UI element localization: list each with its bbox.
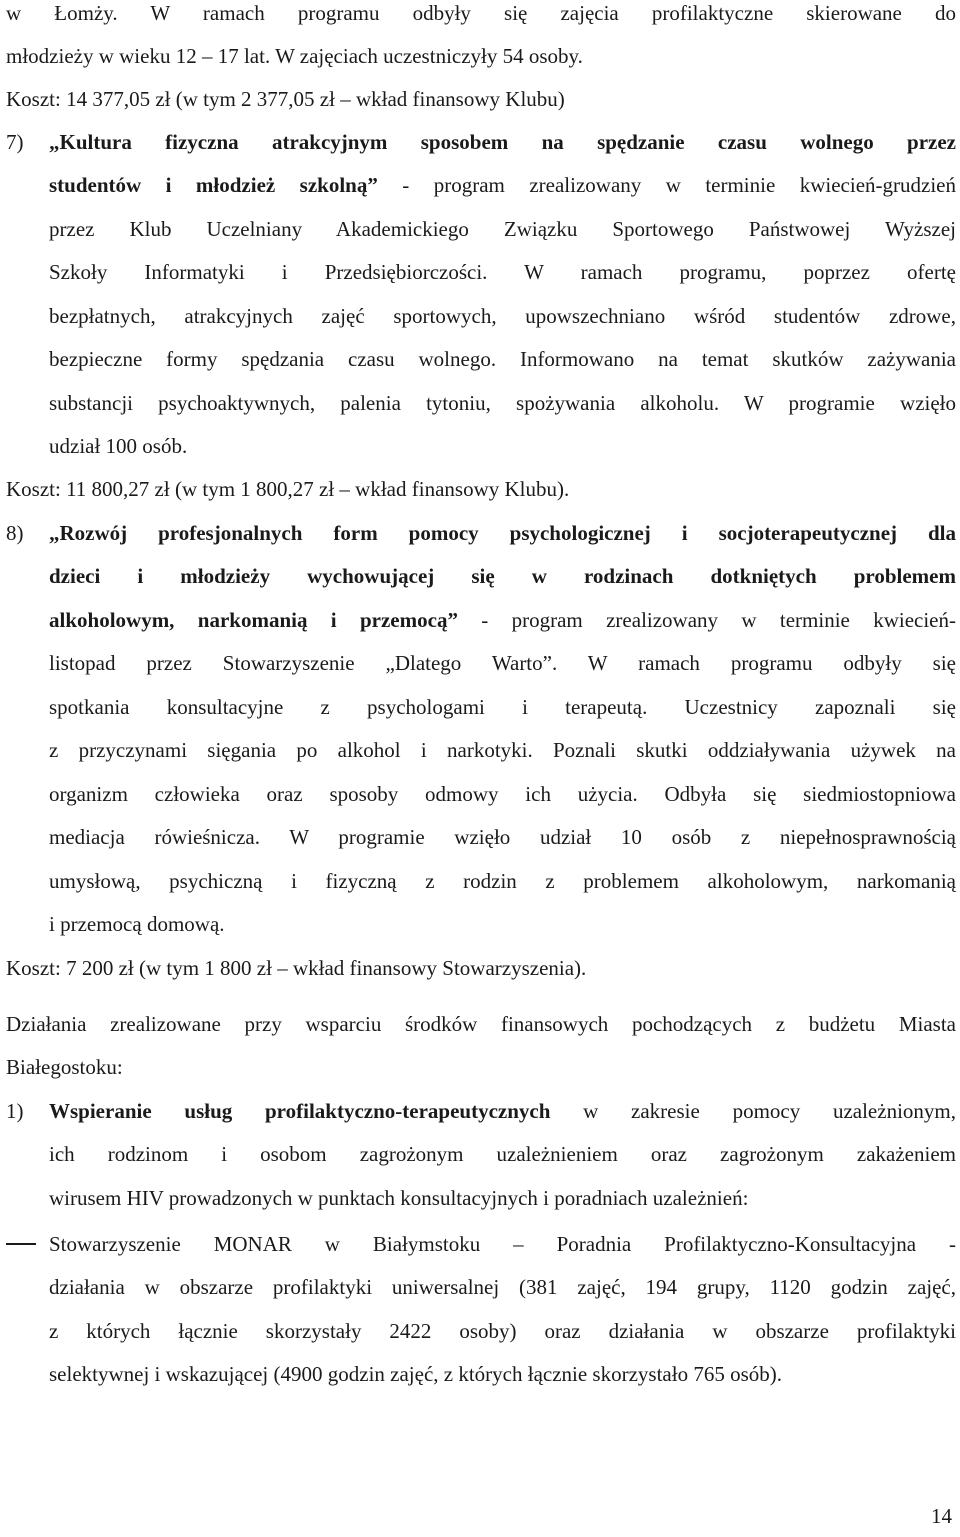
section-heading: Działania zrealizowane przy wsparciu środków finansowych pochodzących z budżetu Miasta [6, 1012, 956, 1036]
text-span: - program zrealizowany w terminie kwiecień-grudzień [377, 173, 957, 197]
cost-line: Koszt: 7 200 zł (w tym 1 800 zł – wkład finansowy Stowarzyszenia). [6, 956, 587, 980]
text-line [49, 1098, 956, 1124]
text-line: bezpłatnych, atrakcyjnych zajęć sportowych, upowszechniano wśród studentów zdrowe, [49, 304, 956, 328]
text-line: substancji psychoaktywnych, palenia tytoniu, spożywania alkoholu. W programie wzięło [49, 391, 956, 415]
text-line: młodzieży w wieku 12 – 17 lat. W zajęciach uczestniczyły 54 osoby. [6, 44, 583, 68]
text-line [49, 172, 956, 198]
text-line: bezpieczne formy spędzania czasu wolnego. Informowano na temat skutków zażywania [49, 347, 956, 371]
text-line: mediacja rówieśnicza. W programie wzięło udział 10 osób z niepełnosprawnością [49, 825, 956, 849]
program-title-cont: studentów i młodzież szkolną” [49, 173, 378, 197]
text-line: organizm człowieka oraz sposoby odmowy ich użycia. Odbyła się siedmiostopniowa [49, 782, 956, 806]
program-title: Wspieranie usług profilaktyczno-terapeutycznych [49, 1099, 551, 1123]
cost-line: Koszt: 11 800,27 zł (w tym 1 800,27 zł – wkład finansowy Klubu). [6, 477, 570, 501]
program-title-cont: alkoholowym, narkomanią i przemocą” [49, 608, 458, 632]
text-line [49, 607, 956, 633]
text-line: i przemocą domową. [49, 912, 225, 936]
text-span: - program zrealizowany w terminie kwiecień- [457, 608, 956, 632]
page-number: 14 [931, 1504, 952, 1528]
text-line: listopad przez Stowarzyszenie „Dlatego Warto”. W ramach programu odbyły się [49, 651, 956, 675]
text-line: z których łącznie skorzystały 2422 osoby) oraz działania w obszarze profilaktyki [49, 1319, 956, 1343]
text-line: spotkania konsultacyjne z psychologami i terapeutą. Uczestnicy zapoznali się [49, 695, 956, 719]
text-line: przez Klub Uczelniany Akademickiego Związku Sportowego Państwowej Wyższej [49, 217, 956, 241]
text-line: działania w obszarze profilaktyki uniwersalnej (381 zajęć, 194 grupy, 1120 godzin zajęć, [49, 1275, 956, 1299]
dash-bullet [6, 1243, 36, 1245]
program-title-cont: dzieci i młodzieży wychowującej się w rodzinach dotkniętych problemem [49, 564, 956, 588]
program-title: „Rozwój profesjonalnych form pomocy psychologicznej i socjoterapeutycznej dla [49, 521, 956, 545]
text-line: udział 100 osób. [49, 434, 188, 458]
text-line: wirusem HIV prowadzonych w punktach konsultacyjnych i poradniach uzależnień: [49, 1186, 749, 1210]
text-line: ich rodzinom i osobom zagrożonym uzależnieniem oraz zagrożonym zakażeniem [49, 1142, 956, 1166]
text-line: z przyczynami sięgania po alkohol i narkotyki. Poznali skutki oddziaływania używek na [49, 738, 956, 762]
program-title: „Kultura fizyczna atrakcyjnym sposobem na spędzanie czasu wolnego przez [49, 130, 956, 154]
text-line: umysłową, psychiczną i fizyczną z rodzin z problemem alkoholowym, narkomanią [49, 869, 956, 893]
cost-line: Koszt: 14 377,05 zł (w tym 2 377,05 zł – wkład finansowy Klubu) [6, 87, 565, 111]
text-span: w zakresie pomocy uzależnionym, [550, 1099, 956, 1123]
section-heading-cont: Białegostoku: [6, 1055, 123, 1079]
list-number: 1) [6, 1099, 24, 1123]
text-line: w Łomży. W ramach programu odbyły się zajęcia profilaktyczne skierowane do [6, 1, 956, 25]
text-line: Stowarzyszenie MONAR w Białymstoku – Poradnia Profilaktyczno-Konsultacyjna - [49, 1232, 956, 1256]
list-number: 7) [6, 130, 24, 154]
list-number: 8) [6, 521, 24, 545]
text-line: selektywnej i wskazującej (4900 godzin zajęć, z których łącznie skorzystało 765 osób). [49, 1362, 783, 1386]
text-line: Szkoły Informatyki i Przedsiębiorczości. W ramach programu, poprzez ofertę [49, 260, 956, 284]
